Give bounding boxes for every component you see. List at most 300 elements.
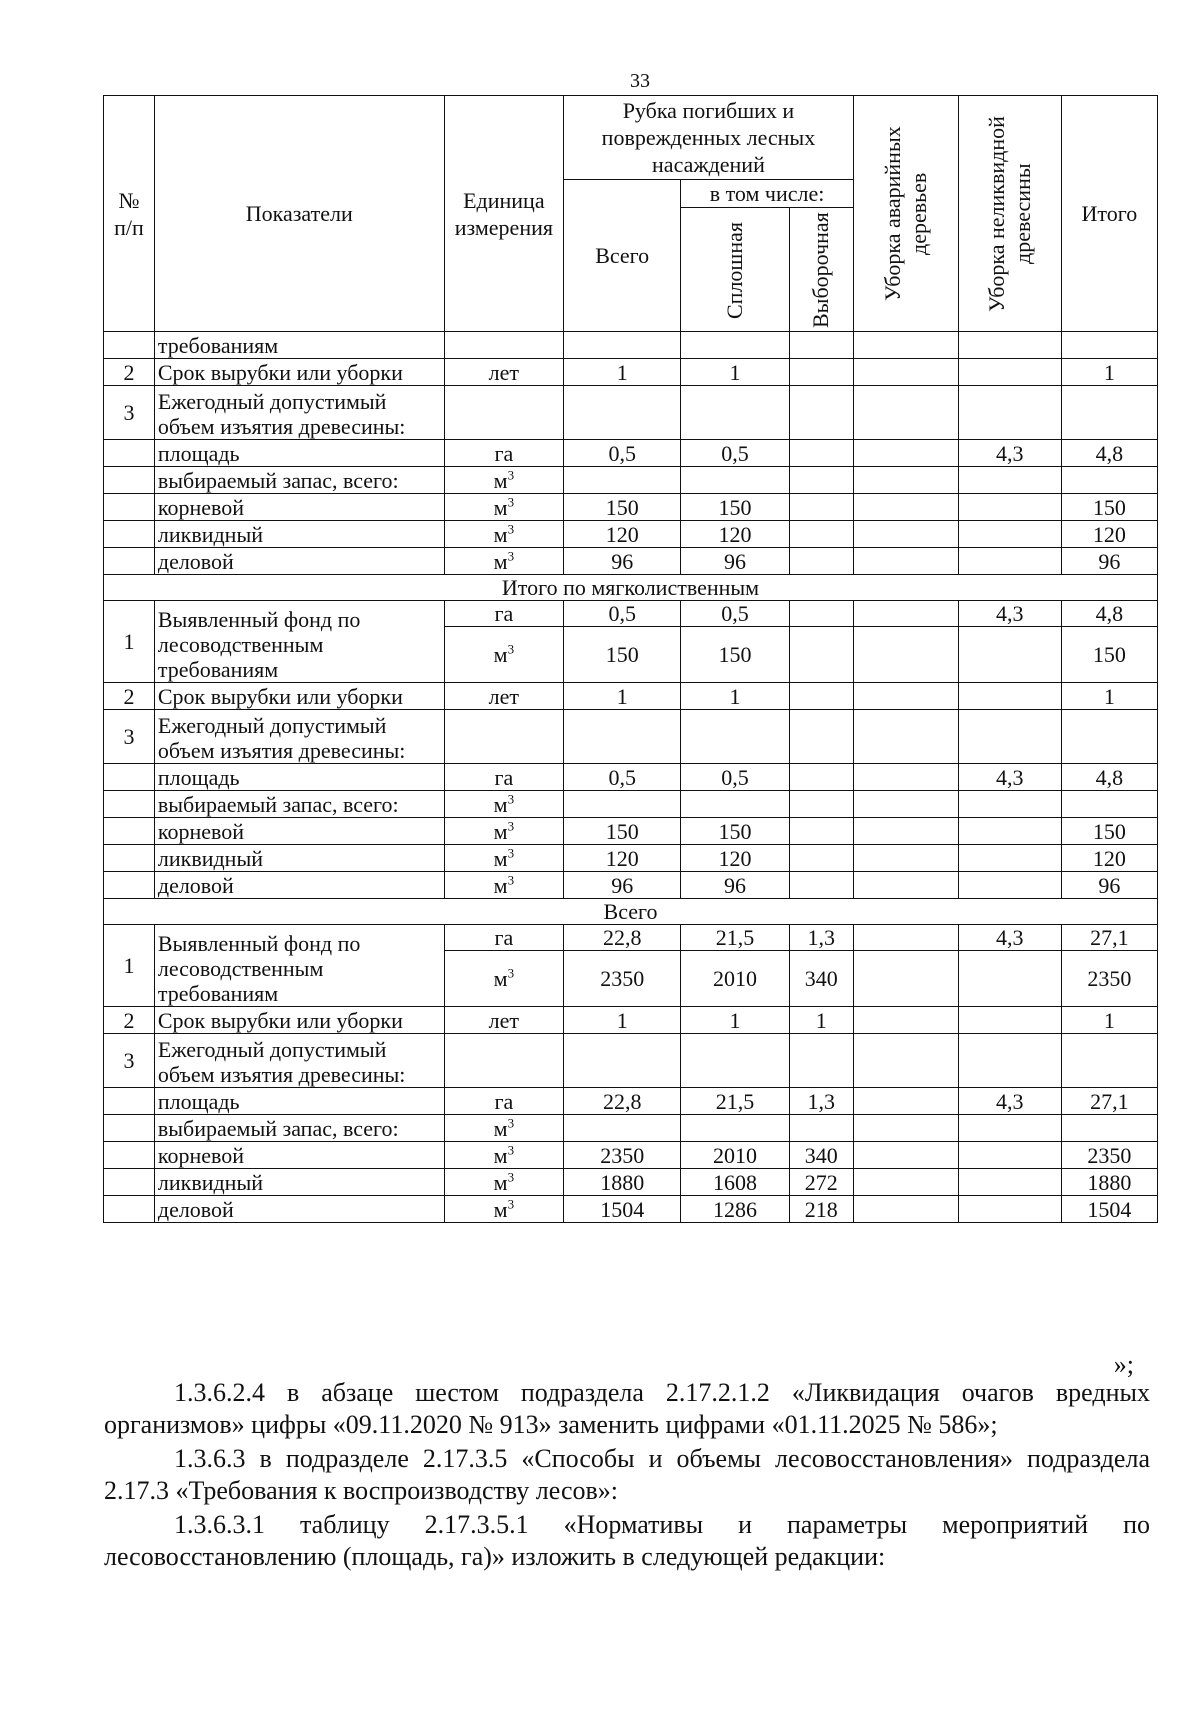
value-cell-selective xyxy=(789,494,853,521)
unit-cell-text: м xyxy=(493,1116,508,1141)
header-unit: Единица измерения xyxy=(444,96,563,332)
value-cell-selective-text: 272 xyxy=(804,1170,838,1195)
value-cell-total-text: 1880 xyxy=(600,1170,645,1195)
table-header xyxy=(104,96,1158,332)
row-number xyxy=(104,601,155,683)
unit-cell xyxy=(444,925,563,951)
value-cell-total-text: 0,5 xyxy=(608,601,636,626)
value-cell-clear-text: 0,5 xyxy=(721,441,749,466)
value-cell-unmerch xyxy=(958,467,1061,494)
paragraph-2-text: 1.3.6.3 в подразделе 2.17.3.5 «Способы и объемы лесовосстановления» подраздела 2.17.3 «Требования к воспроизводству лесов»: xyxy=(104,1444,1150,1505)
unit-cell-superscript: 3 xyxy=(507,467,515,483)
value-cell-clear-text: 150 xyxy=(718,495,752,520)
table-body xyxy=(104,332,1158,1223)
value-cell-sum xyxy=(1061,818,1157,845)
value-cell-clear-text: 120 xyxy=(718,846,752,871)
value-cell-selective xyxy=(789,548,853,575)
value-cell-unmerch xyxy=(958,764,1061,791)
row-number xyxy=(104,1169,155,1196)
unit-cell xyxy=(444,818,563,845)
unit-cell xyxy=(444,1034,563,1088)
forest-indicators-table xyxy=(103,95,1158,1223)
row-label-text: корневой xyxy=(157,495,244,520)
unit-cell-superscript: 3 xyxy=(507,1196,515,1212)
value-cell-unmerch xyxy=(958,332,1061,359)
unit-cell xyxy=(444,627,563,683)
value-cell-emergency xyxy=(853,818,958,845)
value-cell-selective xyxy=(789,601,853,627)
value-cell-unmerch xyxy=(958,627,1061,683)
header-emergency xyxy=(853,96,958,332)
unit-cell xyxy=(444,683,563,710)
value-cell-clear-text: 120 xyxy=(718,522,752,547)
header-unmerchantable-text: Уборка неликвидной древесины xyxy=(983,115,1035,312)
row-number-text: 3 xyxy=(123,1048,135,1073)
row-number xyxy=(104,925,155,1007)
value-cell-sum-text: 150 xyxy=(1092,819,1126,844)
value-cell-sum xyxy=(1061,440,1157,467)
row-label xyxy=(154,1115,444,1142)
value-cell-selective xyxy=(789,845,853,872)
value-cell-selective xyxy=(789,440,853,467)
value-cell-selective xyxy=(789,521,853,548)
row-label xyxy=(154,683,444,710)
row-label-text: деловой xyxy=(157,549,234,574)
unit-cell xyxy=(444,951,563,1007)
closing-quote: »; xyxy=(1113,1350,1134,1379)
value-cell-emergency xyxy=(853,1034,958,1088)
value-cell-selective xyxy=(789,386,853,440)
value-cell-sum-text: 1 xyxy=(1103,684,1115,709)
value-cell-clear xyxy=(681,359,789,386)
value-cell-clear xyxy=(681,925,789,951)
unit-cell xyxy=(444,521,563,548)
row-number-text: 1 xyxy=(123,953,135,978)
value-cell-unmerch xyxy=(958,359,1061,386)
row-label xyxy=(154,332,444,359)
unit-cell-text: га xyxy=(494,1089,514,1114)
value-cell-sum xyxy=(1061,601,1157,627)
value-cell-unmerch xyxy=(958,601,1061,627)
value-cell-total xyxy=(564,601,681,627)
value-cell-total-text: 1 xyxy=(616,1008,628,1033)
row-number xyxy=(104,440,155,467)
value-cell-unmerch xyxy=(958,818,1061,845)
row-number xyxy=(104,710,155,764)
row-label-text: корневой xyxy=(157,1143,244,1168)
value-cell-sum xyxy=(1061,1088,1157,1115)
row-label xyxy=(154,818,444,845)
value-cell-clear xyxy=(681,494,789,521)
value-cell-emergency xyxy=(853,332,958,359)
row-number xyxy=(104,1142,155,1169)
unit-cell-superscript: 3 xyxy=(507,965,515,981)
value-cell-emergency xyxy=(853,386,958,440)
value-cell-sum-text: 27,1 xyxy=(1090,925,1129,950)
section-row xyxy=(104,899,1158,925)
value-cell-emergency xyxy=(853,872,958,899)
value-cell-total xyxy=(564,332,681,359)
value-cell-emergency xyxy=(853,1169,958,1196)
value-cell-clear xyxy=(681,710,789,764)
row-label-text: требованиям xyxy=(157,333,279,358)
unit-cell-superscript: 3 xyxy=(507,521,515,537)
page-number: 33 xyxy=(630,70,650,92)
value-cell-sum xyxy=(1061,925,1157,951)
unit-cell xyxy=(444,845,563,872)
row-label-text: Срок вырубки или уборки xyxy=(157,1008,403,1033)
unit-cell-text: м xyxy=(493,522,508,547)
value-cell-sum-text: 150 xyxy=(1092,642,1126,667)
row-number-text: 2 xyxy=(123,684,135,709)
unit-cell-superscript: 3 xyxy=(507,1142,515,1158)
value-cell-clear-text: 21,5 xyxy=(715,925,755,950)
table-row xyxy=(104,1088,1158,1115)
value-cell-clear-text: 2010 xyxy=(712,1143,757,1168)
value-cell-sum xyxy=(1061,494,1157,521)
value-cell-total xyxy=(564,683,681,710)
table-row xyxy=(104,791,1158,818)
table-row xyxy=(104,332,1158,359)
value-cell-clear xyxy=(681,440,789,467)
value-cell-total-text: 22,8 xyxy=(602,925,642,950)
unit-cell-text: м xyxy=(493,792,508,817)
unit-cell-superscript: 3 xyxy=(507,872,515,888)
row-number xyxy=(104,683,155,710)
table-row xyxy=(104,386,1158,440)
value-cell-unmerch xyxy=(958,1007,1061,1034)
value-cell-selective xyxy=(789,1007,853,1034)
value-cell-selective xyxy=(789,359,853,386)
unit-cell-superscript: 3 xyxy=(507,494,515,510)
section-title xyxy=(104,899,1158,925)
unit-cell xyxy=(444,467,563,494)
value-cell-emergency xyxy=(853,1115,958,1142)
value-cell-total xyxy=(564,1007,681,1034)
header-emergency-text: Уборка аварийных деревьев xyxy=(879,126,931,301)
table-row xyxy=(104,494,1158,521)
unit-cell xyxy=(444,710,563,764)
row-number xyxy=(104,548,155,575)
row-number xyxy=(104,1034,155,1088)
value-cell-total-text: 120 xyxy=(605,522,639,547)
row-label xyxy=(154,710,444,764)
row-label xyxy=(154,872,444,899)
value-cell-clear-text: 150 xyxy=(718,642,752,667)
value-cell-total xyxy=(564,764,681,791)
unit-cell-text: лет xyxy=(488,1008,520,1033)
unit-cell-text: м xyxy=(493,549,508,574)
value-cell-total-text: 1 xyxy=(616,360,628,385)
value-cell-clear xyxy=(681,1007,789,1034)
value-cell-emergency xyxy=(853,710,958,764)
unit-cell-superscript: 3 xyxy=(507,548,515,564)
unit-cell-text: м xyxy=(493,873,508,898)
value-cell-unmerch xyxy=(958,1196,1061,1223)
row-label-text: выбираемый запас, всего: xyxy=(157,1116,399,1141)
value-cell-selective xyxy=(789,683,853,710)
value-cell-clear xyxy=(681,467,789,494)
value-cell-total xyxy=(564,494,681,521)
row-label xyxy=(154,521,444,548)
value-cell-sum-text: 4,8 xyxy=(1095,765,1124,790)
value-cell-clear-text: 1 xyxy=(729,1008,741,1033)
row-label-text: Срок вырубки или уборки xyxy=(157,684,403,709)
value-cell-clear-text: 2010 xyxy=(712,966,757,991)
value-cell-total xyxy=(564,710,681,764)
value-cell-clear xyxy=(681,521,789,548)
value-cell-clear xyxy=(681,386,789,440)
unit-cell-text: га xyxy=(494,441,514,466)
row-label xyxy=(154,1169,444,1196)
table-row xyxy=(104,1142,1158,1169)
value-cell-unmerch xyxy=(958,521,1061,548)
value-cell-clear-text: 1608 xyxy=(712,1170,757,1195)
value-cell-sum xyxy=(1061,710,1157,764)
table-row xyxy=(104,1169,1158,1196)
value-cell-sum xyxy=(1061,548,1157,575)
unit-cell-text: га xyxy=(494,601,514,626)
value-cell-total xyxy=(564,1034,681,1088)
unit-cell xyxy=(444,764,563,791)
value-cell-selective xyxy=(789,1088,853,1115)
value-cell-unmerch-text: 4,3 xyxy=(996,1089,1024,1114)
unit-cell xyxy=(444,359,563,386)
value-cell-clear xyxy=(681,818,789,845)
value-cell-sum-text: 1504 xyxy=(1087,1197,1132,1222)
value-cell-clear-text: 96 xyxy=(723,873,746,898)
value-cell-total xyxy=(564,548,681,575)
row-number xyxy=(104,386,155,440)
value-cell-emergency xyxy=(853,467,958,494)
value-cell-sum xyxy=(1061,359,1157,386)
header-clear-text: Сплошная xyxy=(721,220,747,319)
unit-cell-text: лет xyxy=(488,684,520,709)
row-label-text: площадь xyxy=(157,1089,240,1114)
table-row xyxy=(104,764,1158,791)
value-cell-unmerch xyxy=(958,1088,1061,1115)
value-cell-unmerch xyxy=(958,925,1061,951)
header-unmerchantable xyxy=(958,96,1061,332)
value-cell-unmerch xyxy=(958,1142,1061,1169)
value-cell-clear-text: 0,5 xyxy=(721,765,749,790)
row-label xyxy=(154,845,444,872)
row-label xyxy=(154,494,444,521)
row-number xyxy=(104,872,155,899)
value-cell-sum-text: 120 xyxy=(1092,522,1126,547)
table-row xyxy=(104,818,1158,845)
unit-cell-superscript: 3 xyxy=(507,1115,515,1131)
paragraph-2 xyxy=(104,1443,1150,1507)
row-label xyxy=(154,467,444,494)
table-row xyxy=(104,467,1158,494)
value-cell-sum xyxy=(1061,1196,1157,1223)
paragraph-3 xyxy=(104,1509,1150,1573)
row-label xyxy=(154,386,444,440)
value-cell-total-text: 1 xyxy=(616,684,628,709)
row-number xyxy=(104,845,155,872)
value-cell-emergency xyxy=(853,1196,958,1223)
value-cell-emergency xyxy=(853,764,958,791)
value-cell-sum xyxy=(1061,332,1157,359)
value-cell-unmerch xyxy=(958,791,1061,818)
unit-cell-text: га xyxy=(494,765,514,790)
value-cell-clear xyxy=(681,791,789,818)
value-cell-clear xyxy=(681,683,789,710)
section-title xyxy=(104,575,1158,601)
unit-cell xyxy=(444,791,563,818)
value-cell-unmerch-text: 4,3 xyxy=(996,925,1024,950)
value-cell-sum-text: 96 xyxy=(1098,549,1121,574)
row-label xyxy=(154,359,444,386)
value-cell-clear-text: 21,5 xyxy=(715,1089,755,1114)
value-cell-clear xyxy=(681,627,789,683)
value-cell-sum-text: 1 xyxy=(1103,360,1115,385)
row-label xyxy=(154,601,444,683)
row-label xyxy=(154,1034,444,1088)
value-cell-unmerch xyxy=(958,872,1061,899)
value-cell-emergency xyxy=(853,1007,958,1034)
unit-cell xyxy=(444,386,563,440)
value-cell-emergency xyxy=(853,1142,958,1169)
value-cell-total xyxy=(564,440,681,467)
value-cell-selective-text: 1 xyxy=(815,1008,827,1033)
value-cell-clear xyxy=(681,1142,789,1169)
section-title-text: Итого по мягколиственным xyxy=(501,575,760,600)
table-row xyxy=(104,1196,1158,1223)
value-cell-total xyxy=(564,1088,681,1115)
value-cell-selective xyxy=(789,818,853,845)
row-label-text: ликвидный xyxy=(157,522,263,547)
value-cell-total-text: 22,8 xyxy=(602,1089,642,1114)
row-label-text: корневой xyxy=(157,819,244,844)
value-cell-total-text: 150 xyxy=(605,642,639,667)
row-label-text: ликвидный xyxy=(157,846,263,871)
row-label-text: Выявленный фонд по лесоводственным требованиям xyxy=(157,607,361,682)
row-label-text: выбираемый запас, всего: xyxy=(157,792,399,817)
value-cell-emergency xyxy=(853,791,958,818)
header-felling-group: Рубка погибших и поврежденных лесных насаждений xyxy=(564,96,854,180)
row-label xyxy=(154,1196,444,1223)
value-cell-selective xyxy=(789,925,853,951)
value-cell-sum-text: 120 xyxy=(1092,846,1126,871)
value-cell-clear xyxy=(681,1169,789,1196)
row-label xyxy=(154,1142,444,1169)
value-cell-sum-text: 96 xyxy=(1098,873,1121,898)
value-cell-unmerch xyxy=(958,494,1061,521)
row-number xyxy=(104,521,155,548)
value-cell-sum xyxy=(1061,627,1157,683)
unit-cell-text: м xyxy=(493,1143,508,1168)
table-row xyxy=(104,925,1158,951)
row-label xyxy=(154,764,444,791)
unit-cell-superscript: 3 xyxy=(507,818,515,834)
row-number-text: 1 xyxy=(123,629,135,654)
value-cell-total-text: 150 xyxy=(605,495,639,520)
unit-cell xyxy=(444,601,563,627)
value-cell-emergency xyxy=(853,494,958,521)
value-cell-sum-text: 2350 xyxy=(1087,966,1132,991)
value-cell-total-text: 0,5 xyxy=(608,441,636,466)
unit-cell-text: м xyxy=(493,1197,508,1222)
unit-cell-text: м xyxy=(493,819,508,844)
table-row xyxy=(104,548,1158,575)
value-cell-total-text: 0,5 xyxy=(608,765,636,790)
table-row xyxy=(104,359,1158,386)
table-row xyxy=(104,683,1158,710)
value-cell-sum-text: 4,8 xyxy=(1095,441,1124,466)
unit-cell-text: м xyxy=(493,846,508,871)
row-label xyxy=(154,1088,444,1115)
unit-cell-text: лет xyxy=(488,360,520,385)
unit-cell xyxy=(444,1088,563,1115)
unit-cell-text: м xyxy=(493,495,508,520)
unit-cell-text: м xyxy=(493,642,508,667)
value-cell-unmerch-text: 4,3 xyxy=(996,601,1024,626)
unit-cell xyxy=(444,332,563,359)
value-cell-sum xyxy=(1061,872,1157,899)
value-cell-emergency xyxy=(853,359,958,386)
header-sum: Итого xyxy=(1061,96,1157,332)
value-cell-total xyxy=(564,1169,681,1196)
unit-cell-superscript: 3 xyxy=(507,791,515,807)
row-label-text: Срок вырубки или уборки xyxy=(157,360,403,385)
row-label xyxy=(154,791,444,818)
row-number xyxy=(104,467,155,494)
value-cell-clear-text: 150 xyxy=(718,819,752,844)
value-cell-sum-text: 2350 xyxy=(1087,1143,1132,1168)
row-label-text: Ежегодный допустимый объем изъятия древесины: xyxy=(157,389,406,439)
value-cell-sum xyxy=(1061,386,1157,440)
row-number-text: 2 xyxy=(123,1008,135,1033)
row-label-text: Ежегодный допустимый объем изъятия древесины: xyxy=(157,713,406,763)
value-cell-selective-text: 1,3 xyxy=(807,1089,835,1114)
paragraph-3-text: 1.3.6.3.1 таблицу 2.17.3.5.1 «Нормативы и параметры мероприятий по лесовосстановлению (площадь, га)» изложить в следующей редакции: xyxy=(104,1510,1150,1571)
value-cell-total-text: 96 xyxy=(611,549,634,574)
value-cell-emergency xyxy=(853,951,958,1007)
value-cell-emergency xyxy=(853,925,958,951)
table-row xyxy=(104,845,1158,872)
table-row xyxy=(104,1007,1158,1034)
value-cell-total-text: 120 xyxy=(605,846,639,871)
value-cell-emergency xyxy=(853,627,958,683)
value-cell-sum-text: 27,1 xyxy=(1090,1089,1129,1114)
row-label-text: Ежегодный допустимый объем изъятия древесины: xyxy=(157,1037,406,1087)
unit-cell xyxy=(444,494,563,521)
value-cell-sum-text: 150 xyxy=(1092,495,1126,520)
value-cell-unmerch xyxy=(958,683,1061,710)
value-cell-clear xyxy=(681,872,789,899)
value-cell-total xyxy=(564,1196,681,1223)
value-cell-selective xyxy=(789,1142,853,1169)
value-cell-selective xyxy=(789,791,853,818)
value-cell-total xyxy=(564,872,681,899)
section-title-text: Всего xyxy=(603,899,658,924)
value-cell-selective xyxy=(789,872,853,899)
value-cell-total xyxy=(564,1115,681,1142)
table-row xyxy=(104,710,1158,764)
value-cell-unmerch xyxy=(958,951,1061,1007)
value-cell-sum xyxy=(1061,521,1157,548)
value-cell-emergency xyxy=(853,1088,958,1115)
row-label xyxy=(154,548,444,575)
value-cell-selective xyxy=(789,951,853,1007)
header-num: № п/п xyxy=(104,96,155,332)
value-cell-emergency xyxy=(853,683,958,710)
value-cell-total xyxy=(564,359,681,386)
unit-cell-superscript: 3 xyxy=(507,845,515,861)
value-cell-selective-text: 340 xyxy=(804,1143,838,1168)
